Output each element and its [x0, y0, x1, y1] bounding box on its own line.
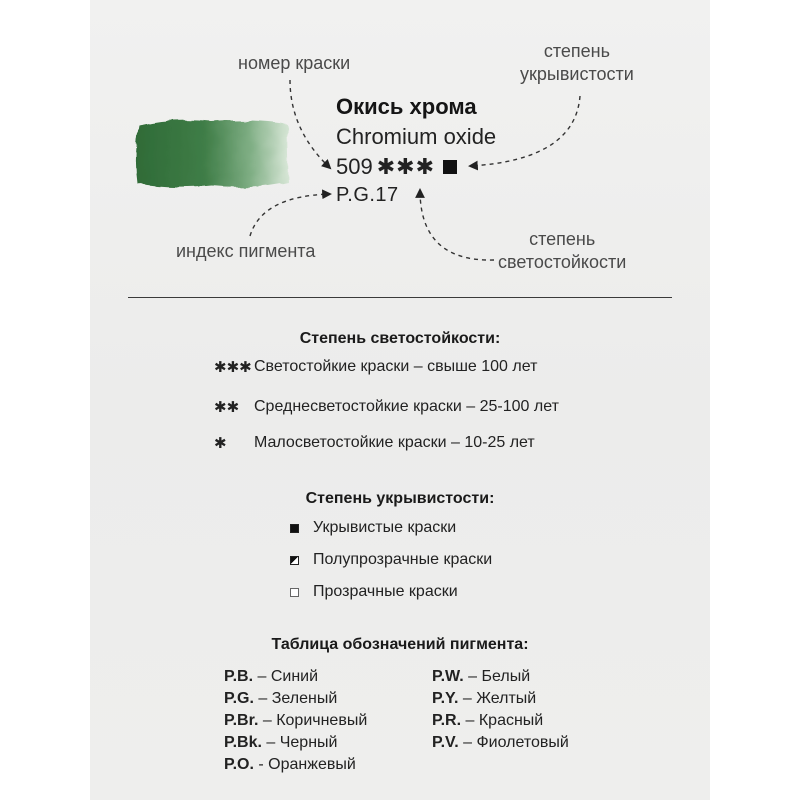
- pigment-entry: P.R. – Красный: [432, 712, 544, 729]
- legend-text: Укрывистые краски: [313, 519, 457, 536]
- lightfastness-row: [214, 358, 537, 376]
- arrow-lightfastness: [420, 190, 494, 260]
- paint-name-ru: Окись хрома: [336, 94, 477, 119]
- paint-name-latin: Chromium oxide: [336, 124, 497, 149]
- pigments-heading: Таблица обозначений пигмента:: [271, 636, 529, 653]
- transparent-square-icon: [290, 588, 299, 597]
- paint-code-line: [336, 154, 457, 180]
- stars-1-icon: ✱: [214, 435, 227, 452]
- pigment-entry: P.W. – Белый: [432, 668, 531, 685]
- opacity-square-icon: [443, 160, 457, 174]
- pigment-entry: P.G. – Зеленый: [224, 690, 338, 707]
- legend-text: Прозрачные краски: [313, 583, 458, 600]
- legend-text: Светостойкие краски – свыше 100 лет: [254, 358, 538, 375]
- pigment-entry: P.Y. – Желтый: [432, 690, 537, 707]
- divider: [128, 297, 672, 298]
- pigment-entry: P.Bk. – Черный: [224, 734, 338, 751]
- semi-transparent-square-icon: [290, 556, 299, 565]
- lightfastness-stars: ✱✱✱: [376, 154, 436, 179]
- legend-text: Полупрозрачные краски: [313, 551, 493, 568]
- lightfastness-row: [214, 398, 559, 416]
- annotation-arrows: [0, 0, 800, 300]
- lightfastness-annotation: степень светостойкости: [498, 229, 627, 273]
- pigment-code: P.G.17: [336, 184, 399, 206]
- pigment-entry: P.O. - Оранжевый: [224, 756, 356, 773]
- opacity-row: [290, 551, 492, 569]
- pigment-entry: P.V. – Фиолетовый: [432, 734, 569, 751]
- stars-3-icon: ✱✱✱: [214, 359, 252, 376]
- paint-number-annotation: номер краски: [238, 53, 351, 73]
- arrow-paint-number: [290, 80, 330, 168]
- opacity-row: [290, 519, 456, 537]
- stars-2-icon: ✱✱: [214, 399, 240, 416]
- opacity-row: [290, 583, 458, 601]
- lightfastness-row: [214, 434, 535, 452]
- lightfastness-heading: Степень светостойкости:: [299, 330, 501, 347]
- legend-text: Среднесветостойкие краски – 25-100 лет: [254, 398, 559, 415]
- paint-number: 509: [336, 154, 373, 179]
- opacity-annotation: степень укрывистости: [520, 41, 634, 85]
- opaque-square-icon: [290, 524, 299, 533]
- legend-text: Малосветостойкие краски – 10-25 лет: [254, 434, 535, 451]
- pigment-entry: P.B. – Синий: [224, 668, 319, 685]
- arrow-pigment-index: [250, 194, 330, 236]
- opacity-heading: Степень укрывистости:: [305, 490, 495, 507]
- pigment-index-annotation: индекс пигмента: [176, 241, 316, 261]
- pigment-entry: P.Br. – Коричневый: [224, 712, 368, 729]
